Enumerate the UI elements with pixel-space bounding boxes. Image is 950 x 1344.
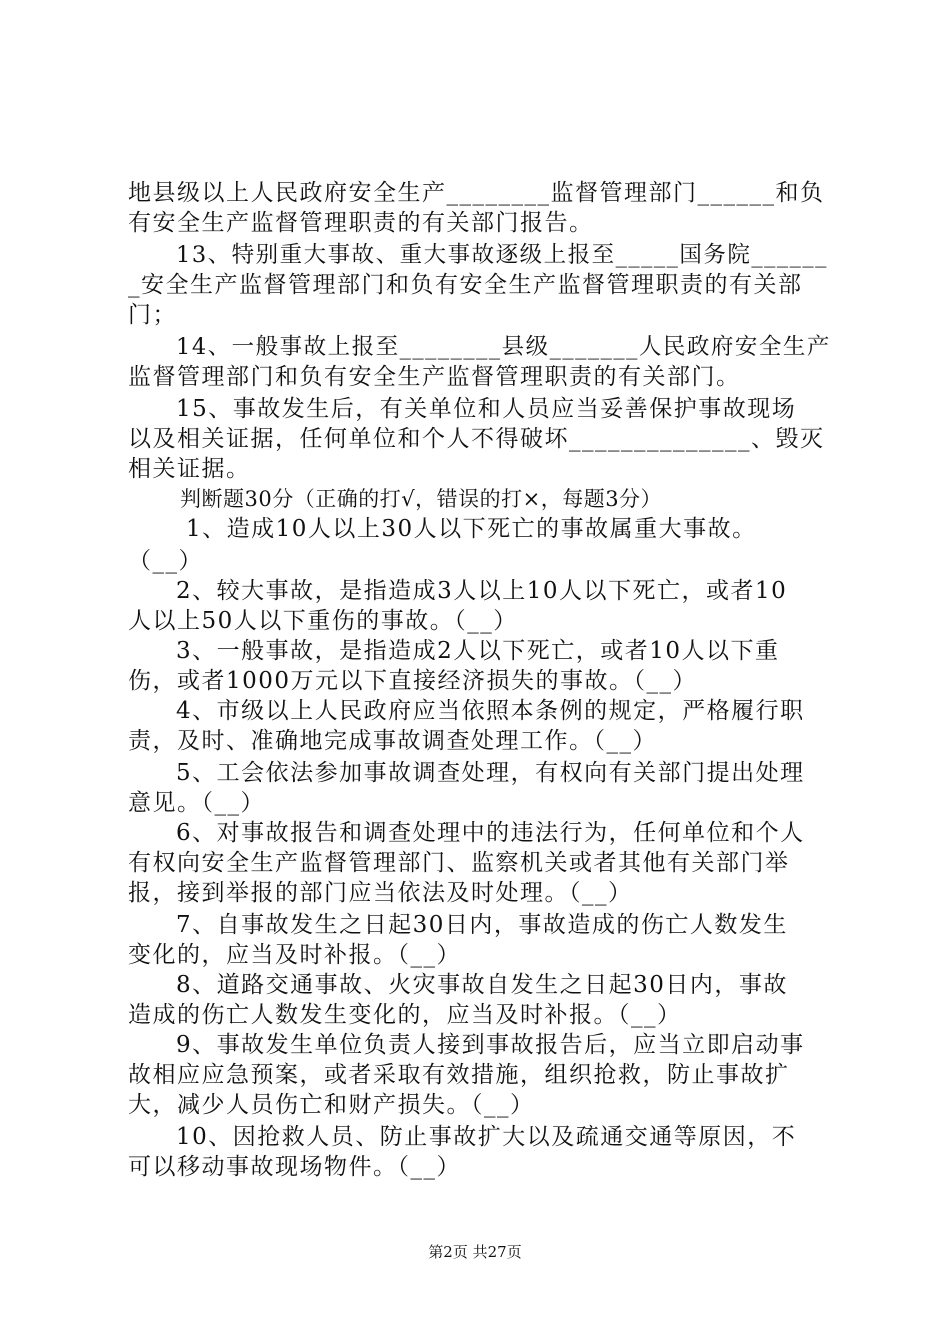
text-line: 5、工会依法参加事故调查处理，有权向有关部门提出处理 <box>176 760 805 786</box>
text-line: 有安全生产监督管理职责的有关部门报告。 <box>128 210 594 236</box>
section-heading: 判断题30分（正确的打√，错误的打×，每题3分） <box>180 487 663 511</box>
text-line: 7、自事故发生之日起30日内，事故造成的伤亡人数发生 <box>176 912 788 938</box>
text-line: 以及相关证据，任何单位和个人不得破坏______________、毁灭 <box>128 426 825 452</box>
answer-blank: （__） <box>128 548 203 574</box>
text-line: 人以上50人以下重伤的事故。（__） <box>128 608 518 634</box>
text-line: 2、较大事故，是指造成3人以上10人以下死亡，或者10 <box>176 578 788 604</box>
text-line: 可以移动事故现场物件。（__） <box>128 1154 461 1180</box>
text-line: 6、对事故报告和调查处理中的违法行为，任何单位和个人 <box>176 820 805 846</box>
page-footer: 第2页 共27页 <box>428 1243 522 1261</box>
text-line: 故相应应急预案，或者采取有效措施，组织抢救，防止事故扩 <box>128 1062 790 1088</box>
text-line: 责，及时、准确地完成事故调查处理工作。（__） <box>128 728 657 754</box>
text-line: 4、市级以上人民政府应当依照本条例的规定，严格履行职 <box>176 698 805 724</box>
text-line: 有权向安全生产监督管理部门、监察机关或者其他有关部门举 <box>128 850 790 876</box>
text-line: 意见。（__） <box>128 790 265 816</box>
text-line: 1、造成10人以上30人以下死亡的事故属重大事故。 <box>186 516 757 542</box>
text-line: 地县级以上人民政府安全生产________监督管理部门______和负 <box>128 180 825 206</box>
text-line: 伤，或者1000万元以下直接经济损失的事故。（__） <box>128 668 698 694</box>
text-line: 门； <box>128 302 177 328</box>
text-line: 报，接到举报的部门应当依法及时处理。（__） <box>128 880 633 906</box>
text-line: 14、一般事故上报至________县级_______人民政府安全生产 <box>176 334 831 360</box>
text-line: 15、事故发生后，有关单位和人员应当妥善保护事故现场 <box>176 396 797 422</box>
text-line: 大，减少人员伤亡和财产损失。（__） <box>128 1092 535 1118</box>
text-line: _安全生产监督管理部门和负有安全生产监督管理职责的有关部 <box>128 272 803 298</box>
text-line: 10、因抢救人员、防止事故扩大以及疏通交通等原因，不 <box>176 1124 797 1150</box>
text-line: 3、一般事故，是指造成2人以下死亡，或者10人以下重 <box>176 638 780 664</box>
text-line: 相关证据。 <box>128 456 251 482</box>
text-line: 9、事故发生单位负责人接到事故报告后，应当立即启动事 <box>176 1032 805 1058</box>
text-line: 变化的，应当及时补报。（__） <box>128 942 461 968</box>
text-line: 监督管理部门和负有安全生产监督管理职责的有关部门。 <box>128 364 741 390</box>
text-line: 造成的伤亡人数发生变化的，应当及时补报。（__） <box>128 1002 682 1028</box>
text-line: 13、特别重大事故、重大事故逐级上报至_____国务院______ <box>176 242 828 268</box>
text-line: 8、道路交通事故、火灾事故自发生之日起30日内，事故 <box>176 972 788 998</box>
